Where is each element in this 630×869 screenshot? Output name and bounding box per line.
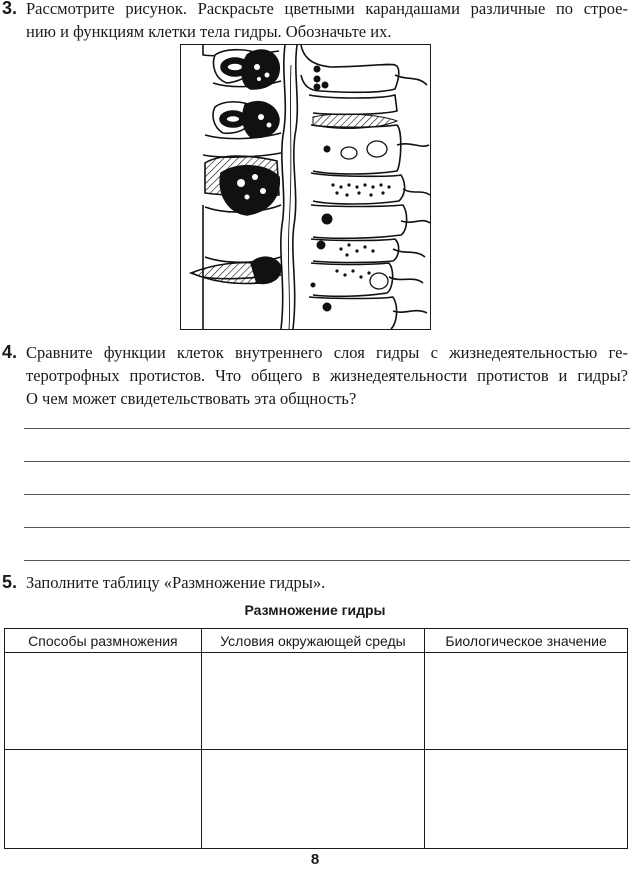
answer-line[interactable] xyxy=(24,560,630,561)
page-number: 8 xyxy=(310,851,320,868)
task-number: 3. xyxy=(2,0,18,18)
hydra-cells-figure xyxy=(180,44,431,330)
table-header-row xyxy=(5,629,628,653)
table-cell[interactable] xyxy=(201,750,424,849)
column-header: Способы размножения xyxy=(5,629,202,653)
column-header: Биологическое значение xyxy=(425,629,628,653)
table-cell[interactable] xyxy=(5,653,202,750)
answer-line[interactable] xyxy=(24,527,630,528)
task-line: О чем может свидетельствовать эта общность? xyxy=(26,389,357,408)
task-line: Заполните таблицу «Размножение гидры». xyxy=(26,573,326,592)
task-number: 4. xyxy=(2,342,18,362)
task-3 xyxy=(2,0,628,43)
task-text xyxy=(26,0,628,43)
column-header: Условия окружающей среды xyxy=(201,629,424,653)
task-4 xyxy=(2,341,628,410)
answer-line[interactable] xyxy=(24,494,630,495)
task-line: теротрофных протистов. Что общего в жизнедеятельности протистов и гидры? xyxy=(26,366,628,385)
task-text xyxy=(26,341,628,410)
answer-line[interactable] xyxy=(24,461,630,462)
table-cell[interactable] xyxy=(5,750,202,849)
task-text xyxy=(26,571,628,594)
table-title: Размножение гидры xyxy=(244,602,386,618)
task-line: Сравните функции клеток внутреннего слоя гидры с жизнедеятельностью ге- xyxy=(26,343,628,362)
table-row xyxy=(5,653,628,750)
table-cell[interactable] xyxy=(201,653,424,750)
task-line: нию и функциям клетки тела гидры. Обозначьте их. xyxy=(26,22,392,41)
answer-line[interactable] xyxy=(24,428,630,429)
task-line: Рассмотрите рисунок. Раскрасьте цветными карандашами различные по строе- xyxy=(26,0,628,18)
reproduction-table xyxy=(4,628,628,849)
table-row xyxy=(5,750,628,849)
table-cell[interactable] xyxy=(425,750,628,849)
task-number: 5. xyxy=(2,572,18,592)
table-cell[interactable] xyxy=(425,653,628,750)
hydra-cells-drawing xyxy=(181,45,430,329)
task-5 xyxy=(2,571,628,594)
